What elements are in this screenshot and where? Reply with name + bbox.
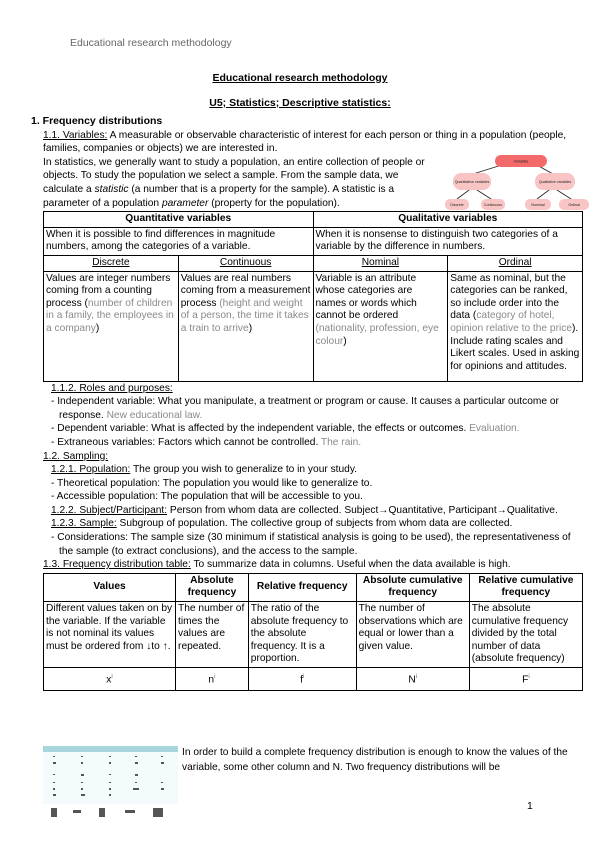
intro-text: In statistics, we generally want to study a population, an entire collection of people or objects. To study the population we select a sample. From the sample data, we calculate a [43, 156, 425, 195]
intro-text: (a number that is a property for the sample). A statistic is a parameter of a population [43, 183, 395, 209]
freq-table-label: 1.3. Frequency distribution table: [43, 559, 191, 571]
description-example: (nationality, profession, eye colour [315, 322, 439, 347]
thumbnail-mark [53, 782, 55, 783]
role-text: - Independent variable: What you manipulate, a treatment or program or cause. It causes a particular outcome or response. [51, 396, 559, 421]
document-title: Educational research methodology [212, 72, 388, 84]
role-extraneous [43, 436, 583, 450]
section-heading: 1. Frequency distributions [31, 115, 163, 127]
description-example: (height and weight of a person, the time it takes a train to arrive [180, 297, 309, 334]
symbol-base: F [522, 674, 529, 686]
thumbnail-mark [109, 794, 111, 796]
running-header: Educational research methodology [70, 37, 232, 49]
roles-heading: 1.1.2. Roles and purposes: [51, 382, 173, 394]
header-values: Values [44, 573, 176, 601]
diagram-leaf-label: Discrete [450, 203, 464, 207]
role-text: - Dependent variable: What is affected by the independent variable, the effects or outcomes. [51, 423, 470, 435]
role-example: The rain. [320, 436, 362, 448]
variables-text: A measurable or observable characteristic of interest for each person or thing in a population (people, families, companies or objects) we are interested in. [43, 129, 567, 155]
thumbnail-mark [109, 788, 111, 790]
thumbnail-mark [53, 788, 55, 790]
type-continuous [178, 255, 313, 271]
symbol-relative-frequency [248, 668, 356, 691]
header-absolute-cumulative: Absolute cumulative frequency [356, 573, 469, 601]
thumbnail-mark [81, 782, 83, 783]
symbol-index: i [528, 674, 530, 680]
header-relative-frequency: Relative frequency [248, 573, 356, 601]
definition-values: Different values taken on by the variable. If the variable is not nominal its values must be ordered from ↓to ↑. [44, 602, 176, 668]
arrow [457, 190, 469, 199]
theoretical-population: - Theoretical population: The population you would like to generalize to. [51, 477, 373, 489]
role-example: Evaluation. [469, 423, 520, 435]
diagram-leaf-label: Continuous [483, 203, 503, 207]
symbol-base: f [300, 674, 303, 686]
description-continuous [178, 271, 313, 381]
subject-text: Person from whom data are collected. Subject→Quantitative, Participant→Qualitative. [167, 504, 558, 516]
thumbnail-body [43, 752, 178, 804]
description-text: ) [248, 322, 253, 334]
thumbnail-mark [53, 756, 55, 757]
thumbnail-mark [161, 782, 163, 783]
type-label: Continuous [219, 256, 272, 268]
symbol-index: i [214, 674, 216, 680]
description-ordinal [448, 271, 583, 381]
sampling-heading: 1.2. Sampling: [43, 450, 109, 462]
description-text: ). Include rating scales and Likert scales. Used in asking for opinions and attitudes. [450, 322, 580, 372]
symbol-index: i [111, 674, 113, 680]
arrow [477, 190, 491, 199]
description-text: ) [343, 335, 347, 347]
thumbnail-mark [135, 762, 138, 764]
description-text: Values are integer numbers coming from a counting process ( [46, 272, 171, 309]
thumbnail-formula [99, 808, 105, 817]
symbol-index: i [302, 674, 305, 680]
header-absolute-frequency: Absolute frequency [176, 573, 249, 601]
thumbnail-mark [81, 788, 83, 790]
symbol-base: x [106, 674, 112, 686]
description-nominal [313, 271, 448, 381]
subject-label: 1.2.2. Subject/Participant: [51, 504, 168, 516]
arrow [537, 190, 549, 199]
thumbnail-mark [109, 756, 111, 757]
diagram-leaf-label: Nominal [531, 203, 545, 207]
statistic-term: statistic [94, 183, 129, 195]
arrow [557, 190, 571, 199]
description-text: ) [95, 322, 100, 334]
description-example: number of children in a family, the employees in a company [46, 297, 174, 334]
definition-relative-frequency: The ratio of the absolute frequency to the absolute frequency. It is a proportion. [248, 602, 356, 668]
thumbnail-mark [133, 788, 139, 790]
type-discrete [44, 255, 179, 271]
definition-quantitative: When it is possible to find differences in magnitude numbers, among the categories of a variable. [44, 227, 314, 255]
thumbnail-formula [73, 810, 81, 813]
header-quantitative: Quantitative variables [44, 212, 314, 228]
header-relative-cumulative: Relative cumulative frequency [469, 573, 582, 601]
thumbnail-formula [51, 808, 57, 817]
population-label: 1.2.1. Population: [51, 464, 131, 476]
closing-paragraph: In order to build a complete frequency distribution is enough to know the values of the variable, some other column and N. Two frequency distributions will be [182, 747, 568, 773]
type-ordinal [448, 255, 583, 271]
definition-absolute-frequency: The number of times the values are repeated. [176, 602, 249, 668]
diagram-child-label: Qualitative variables [538, 180, 572, 184]
symbol-base: N [408, 674, 416, 686]
role-independent [43, 395, 583, 422]
symbol-values [44, 668, 176, 691]
description-text: Same as nominal, but the categories can be ranked, so include order into the data ( [450, 272, 568, 322]
population-definition [43, 463, 583, 477]
sample-definition [43, 517, 583, 531]
type-label: Discrete [92, 256, 130, 268]
diagram-child-label: Quantitative variables [454, 180, 490, 184]
thumbnail-mark [81, 756, 83, 757]
thumbnail-mark [109, 762, 111, 764]
thumbnail-mark [81, 794, 85, 796]
thumbnail-mark [135, 782, 137, 783]
description-text: Values are real numbers coming from a measurement process [180, 272, 311, 309]
sample-text: Subgroup of population. The collective group of subjects from whom data are collected. [116, 518, 513, 530]
sample-considerations: - Considerations: The sample size (30 minimum if statistical analysis is going to be used), the representativeness of the sample (to extract conclusions), and the access to the sample. [51, 532, 571, 557]
type-label: Nominal [361, 256, 400, 268]
description-text: Variable is an attribute whose categories are names or words which cannot be ordered [315, 272, 417, 322]
thumbnail-mark [81, 774, 84, 776]
description-example: category of hotel, opinion relative to the price [450, 310, 573, 334]
definition-relative-cumulative: The absolute cumulative frequency divided by the total number of data (absolute frequency) [469, 602, 582, 668]
thumbnail-mark [53, 774, 55, 775]
accessible-population: - Accessible population: The population that will be accessible to you. [51, 491, 363, 503]
variables-label: 1.1. Variables: [43, 129, 108, 141]
freq-table-text: To summarize data in columns. Useful when the data available is high. [190, 559, 511, 571]
diagram-leaf-label: Ordinal [568, 203, 580, 207]
symbol-absolute-frequency [176, 668, 249, 691]
variables-diagram [445, 155, 590, 211]
thumbnail-mark [135, 774, 138, 776]
diagram-root-label: Variables [513, 159, 529, 164]
thumbnail-mark [161, 788, 164, 790]
page-number: 1 [527, 800, 533, 812]
thumbnail-mark [135, 756, 137, 757]
definition-qualitative: When it is nonsense to distinguish two categories of a variable by the difference in numbers. [313, 227, 583, 255]
role-text: - Extraneous variables: Factors which cannot be controlled. [51, 436, 321, 448]
thumbnail-mark [109, 782, 111, 783]
thumbnail-mark [161, 762, 164, 764]
parameter-term: parameter [161, 197, 209, 209]
variables-table [43, 211, 583, 381]
thumbnail-mark [81, 762, 83, 764]
sample-label: 1.2.3. Sample: [51, 518, 117, 530]
thumbnail-mark [53, 762, 56, 764]
role-example: New educational law. [106, 409, 203, 421]
document-subtitle: U5; Statistics; Descriptive statistics: [209, 97, 391, 109]
type-label: Ordinal [498, 256, 532, 268]
population-text: The group you wish to generalize to in your study. [130, 464, 358, 476]
thumbnail-mark [161, 756, 163, 757]
definition-absolute-cumulative: The number of observations which are equal or lower than a given value. [356, 602, 469, 668]
frequency-table [43, 573, 583, 691]
symbol-base: n [208, 674, 215, 686]
subject-definition [43, 504, 583, 518]
description-discrete [44, 271, 179, 381]
thumbnail-formula [153, 808, 163, 817]
thumbnail-mark [109, 774, 111, 775]
intro-text: (property for the population). [208, 197, 340, 209]
thumbnail-formula [125, 810, 135, 813]
variables-definition [43, 129, 583, 156]
statistics-intro [43, 156, 438, 210]
thumbnail-header [43, 746, 178, 752]
symbol-index: i [415, 674, 418, 680]
thumbnail-mark [53, 794, 56, 796]
symbol-relative-cumulative [469, 668, 582, 691]
type-nominal [313, 255, 448, 271]
symbol-absolute-cumulative [356, 668, 469, 691]
header-qualitative: Qualitative variables [313, 212, 583, 228]
role-dependent [43, 422, 583, 436]
freq-table-heading [43, 558, 583, 572]
frequency-table-thumbnail [43, 746, 178, 822]
